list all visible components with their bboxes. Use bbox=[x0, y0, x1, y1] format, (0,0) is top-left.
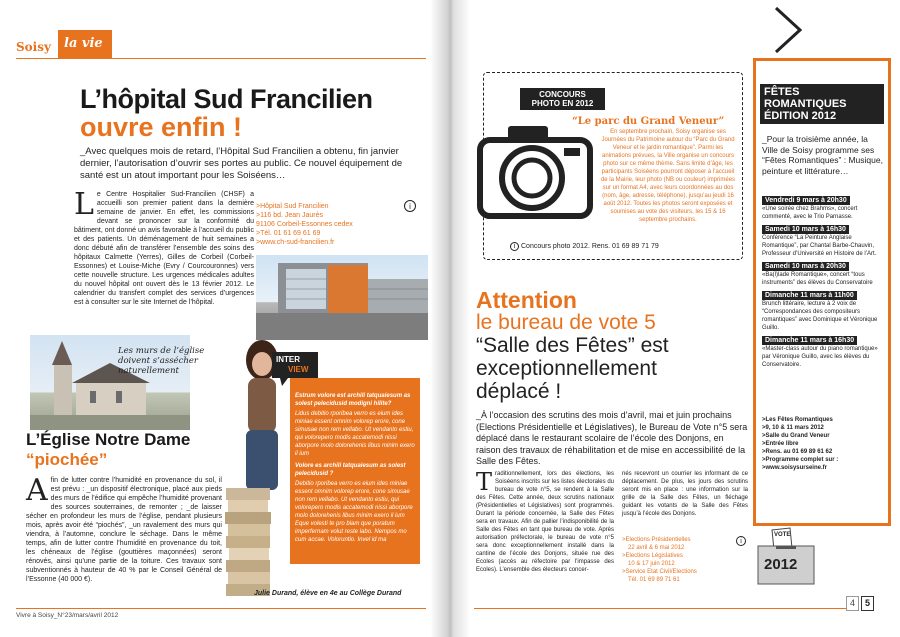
event-item bbox=[762, 196, 886, 221]
interview-question-1: Estrum volore est archili tatquaiesum as solest pelecidusid modigni hilite? bbox=[295, 393, 411, 407]
info-link[interactable]: >www.ch-sud-francilien.fr bbox=[256, 239, 335, 246]
page-number-right: 5 bbox=[861, 596, 874, 611]
dropcap: T bbox=[476, 468, 493, 496]
event-text: Conférence “La Peinture Anglaise Romantique”, par Chantal Barbe-Chauvin, Professeur d’Université en Histoire de l’Art. bbox=[762, 235, 877, 257]
practical-line: >Entrée libre bbox=[762, 441, 799, 447]
hospital-building-illustration bbox=[256, 255, 428, 340]
contest-tag: CONCOURS PHOTO EN 2012 bbox=[520, 88, 605, 110]
info-line: >116 bd. Jean Jaurès bbox=[256, 212, 324, 219]
vote-year: 2012 bbox=[764, 556, 798, 573]
interview-answer-2: Debitio rporibea verro es eium ides miniae essent omnim volorep erore, cone simusae non rem vellabo. Ut vendanto estiu, qui volorepero modis accatemodi nissi aborpore molo dolorehenis libus minim exero il ium Eque volesti te pro blam que poratum imperfernam volut reste labo. Nempos mo cum accae. Voloruntio. Invel id ma bbox=[295, 481, 413, 543]
practical-line: >Les Fêtes Romantiques bbox=[762, 417, 833, 423]
interview-label-2: VIEW bbox=[288, 365, 309, 374]
info-line: >Tél. 01 61 69 61 69 bbox=[256, 230, 321, 237]
church-title-line1: L’Église Notre Dame bbox=[26, 430, 191, 449]
vote-label: VOTE bbox=[774, 532, 791, 538]
footer-rule bbox=[16, 608, 426, 609]
section-tag: la vie bbox=[58, 30, 112, 58]
interview-label-1: INTER bbox=[276, 355, 300, 364]
election-line: 10 & 17 juin 2012 bbox=[628, 561, 675, 567]
sidebar-title-line: FÊTES bbox=[764, 86, 800, 98]
hospital-text: e Centre Hospitalier Sud-Francilien (CHSF) a accueilli son premier patient dans la dernière semaine de janvier. En effet, les commissions devant se prononcer sur la conformité du bâtiment, ont donné un avis favorable à l’accueil du public et des patients. Un déménagement de huit semaines a donc débuté afin de transférer l’ensemble des soins des hôpitaux Calmette (Yerres), Gilles de Corbeil (Corbeil-Essonnes) et Louise-Miche (Evry / Courcouronnes) vers cette nouvelle structure. Les urgences médicales adultes du nouvel hôpital ont ouvert dès le 13 février 2012. Le calendrier du transfert complet des services d’urgences est à consulter sur le site Internet de l’hôpital. bbox=[74, 191, 254, 306]
event-item bbox=[762, 336, 886, 369]
hospital-body bbox=[74, 187, 254, 307]
chevron-deco-icon bbox=[770, 0, 810, 60]
event-item bbox=[762, 225, 886, 258]
sidebar-practical-info bbox=[762, 416, 886, 472]
notice-column-1 bbox=[476, 470, 614, 574]
dropcap: A bbox=[26, 473, 48, 508]
article-title-line1: L’hôpital Sud Francilien bbox=[80, 84, 373, 114]
contest-reference bbox=[510, 242, 659, 251]
elections-info bbox=[622, 536, 746, 584]
event-date: Vendredi 9 mars à 20h30 bbox=[762, 196, 850, 205]
right-page bbox=[450, 0, 900, 637]
student-caption: Julie Durand, élève en 4e au Collège Durand bbox=[254, 590, 402, 597]
sidebar-title-line: ROMANTIQUES bbox=[764, 98, 847, 110]
event-date: Dimanche 11 mars à 16h30 bbox=[762, 336, 857, 345]
website-link[interactable]: >www.soisysurseine.fr bbox=[762, 465, 827, 471]
church-text: fin de lutter contre l’humidité en provenance du sol, il est prévu : _un dispositif électronique, placé aux pieds des murs de l’édifice qui empêche l’humidité provenant des sources souterraines, de remonter ; _de laisser sécher en profondeur les murs de l’église, pendant plusieurs mois, après avoir été “piochés”, _un ravalement des murs qui viendra, à l’automne, conclure le séchage. Dans le même temps, afin de lutter contre l’humidité en provenance du toit, les chéneaux de l’église (gouttières maçonnées) seront rénovés, ainsi qu’une partie de la toiture. Ces travaux sont subventionnés à hauteur de 40 % par le Conseil Général de l’Essonne (40 000 €). bbox=[26, 477, 222, 583]
notice-intro: _À l’occasion des scrutins des mois d’avril, mai et juin prochains (Elections Présidentielle et Législatives), le Bureau de Vote n°5 sera déplacé dans le restaurant scolaire de l’école des Donjons, en raison des travaux de réhabilitation et de mise en accessibilité de la Salle des Fêtes. bbox=[476, 410, 748, 466]
sidebar-title-line: ÉDITION 2012 bbox=[764, 110, 837, 122]
event-text: «Ba(l)lade Romantique», concert “tous instruments” des élèves du Conservatoire bbox=[762, 272, 873, 286]
hospital-info-box bbox=[256, 202, 416, 247]
ballot-box bbox=[750, 526, 820, 586]
camera-icon bbox=[470, 118, 600, 228]
event-text: «Une soirée chez Brahms», concert commenté, avec le Trio Parnasse. bbox=[762, 206, 858, 220]
interview-box bbox=[290, 378, 420, 564]
notice-col1-text: raditionnellement, lors des élections, les Soiséens inscrits sur les listes électorales du bureau de vote n°5, se rendent à la Salle des Fêtes. Cette année, deux scrutins nationaux (Présidentielles et Législatives) sont programmés. Durant la période concernée, la Salle des Fêtes sera en travaux. Afin de pallier l’indisponibilité de la Salle des Fêtes en tant que bureau de vote. Après autorisation préfectorale, le bureau de vote n°5 sera donc exceptionnellement installé dans la cantine de l’école des Donjons, située rue des Ecoles (accès au réfectoire par l’impasse des Ecoles). L’ensemble des électeurs concer- bbox=[476, 471, 614, 573]
info-icon: i bbox=[510, 242, 519, 251]
event-date: Samedi 10 mars à 16h30 bbox=[762, 225, 849, 234]
article-title-line2: ouvre enfin ! bbox=[80, 112, 243, 142]
magazine-footer: Vivre à Soisy_N°23/mars/avril 2012 bbox=[16, 612, 119, 619]
notice-title-line3: “Salle des Fêtes” est bbox=[476, 334, 669, 357]
election-line: >Service Etat Civil/Elections bbox=[622, 569, 697, 575]
contest-title: “Le parc du Grand Veneur” bbox=[572, 116, 725, 127]
church-caption: Les murs de l’église doivent s’assécher naturellement bbox=[118, 346, 205, 376]
info-icon: i bbox=[404, 200, 416, 212]
sidebar-intro: _Pour la troisième année, la Ville de Soisy programme ses “Fêtes Romantiques” : Musique, peinture et littérature… bbox=[762, 134, 883, 176]
section-brand: Soisy bbox=[16, 40, 51, 54]
practical-line: >Salle du Grand Veneur bbox=[762, 433, 830, 439]
church-title-line2: “piochée” bbox=[26, 450, 108, 469]
election-line: 22 avril & 6 mai 2012 bbox=[628, 545, 685, 551]
info-icon: i bbox=[736, 536, 746, 546]
info-line: 91106 Corbeil-Essonnes cedex bbox=[256, 221, 353, 228]
event-list bbox=[762, 196, 886, 373]
notice-title-line5: déplacé ! bbox=[476, 380, 562, 403]
interview-answer-1: Lidus debitio rporibea verro es eium ides miniae essent omnim volorep erore, cone simusae non rem vellabo. Ut vendanto estiu, qui volorepero modis accatemodi nissi aborpore molo dolorehenis libus minim exero il ium bbox=[295, 411, 415, 457]
notice-title-line1: Attention bbox=[476, 287, 577, 313]
election-line: >Elections Législatives bbox=[622, 553, 683, 559]
event-item bbox=[762, 262, 886, 287]
footer-rule bbox=[474, 608, 846, 609]
practical-line: >Rens. au 01 69 89 61 62 bbox=[762, 449, 833, 455]
event-item bbox=[762, 291, 886, 332]
article-intro: _Avec quelques mois de retard, l’Hôpital Sud Francilien a obtenu, fin janvier dernier, l’autorisation d’ouvrir ses portes au public. Ce nouvel équipement de santé est un atout important pour les Soiséens… bbox=[80, 146, 403, 181]
contest-ref-text: Concours photo 2012. Rens. 01 69 89 71 79 bbox=[521, 243, 659, 250]
practical-line: >9, 10 & 11 mars 2012 bbox=[762, 425, 824, 431]
notice-title-line2: le bureau de vote 5 bbox=[476, 311, 656, 334]
header-rule bbox=[16, 58, 426, 59]
election-line: >Elections Présidentielles bbox=[622, 537, 691, 543]
election-line: Tél. 01 69 89 71 61 bbox=[628, 577, 680, 583]
sidebar-title bbox=[760, 84, 884, 124]
info-line: >Hôpital Sud Francilien bbox=[256, 203, 329, 210]
event-text: Brunch littéraire, lecture à 2 voix de “Correspondances des compositeurs romantiques” avec Dominique et Véronique Guillo. bbox=[762, 301, 878, 331]
interview-question-2: Volore es archili tatquaiesum as solest pelecidusid ? bbox=[295, 463, 406, 477]
hospital-photo bbox=[256, 255, 428, 340]
notice-title-line4: exceptionnellement bbox=[476, 357, 657, 380]
notice-column-2: nés recevront un courrier les informant de ce déplacement. De plus, les jours des scrutins seront mis en place : une information sur la grille de la Salle des Fêtes, un fléchage guidant les votants de la Salle des Fêtes jusqu’à l’école des Donjons. bbox=[622, 471, 748, 517]
dropcap: L bbox=[74, 187, 94, 222]
event-date: Dimanche 11 mars à 11h00 bbox=[762, 291, 857, 300]
practical-line: >Programme complet sur : bbox=[762, 457, 839, 463]
page-number-left: 4 bbox=[846, 596, 859, 611]
church-body bbox=[26, 473, 222, 584]
event-date: Samedi 10 mars à 20h30 bbox=[762, 262, 849, 271]
event-text: «Master-class autour du piano romantique» par Véronique Guillo, avec les élèves du Conservatoire. bbox=[762, 346, 878, 368]
contest-body: En septembre prochain, Soisy organise ses Journées du Patrimoine autour du “Parc du Grand Veneur et le jardin romantique”. Parmi les animations prévues, la Ville organise un concours photo sur ce même thème. Sans limite d’âge, les participants Soiséens pourront déposer à l’accueil de la Mairie, leur photo (NB ou couleur) imprimées sur un format A4, avec leurs coordonnées au dos (nom, âge, adresse, téléphone), jusqu’au jeudi 16 août 2012. Toutes les photos seront exposées et soumises au vote des visiteurs, les 15 & 16 septembre prochains. bbox=[600, 129, 736, 223]
